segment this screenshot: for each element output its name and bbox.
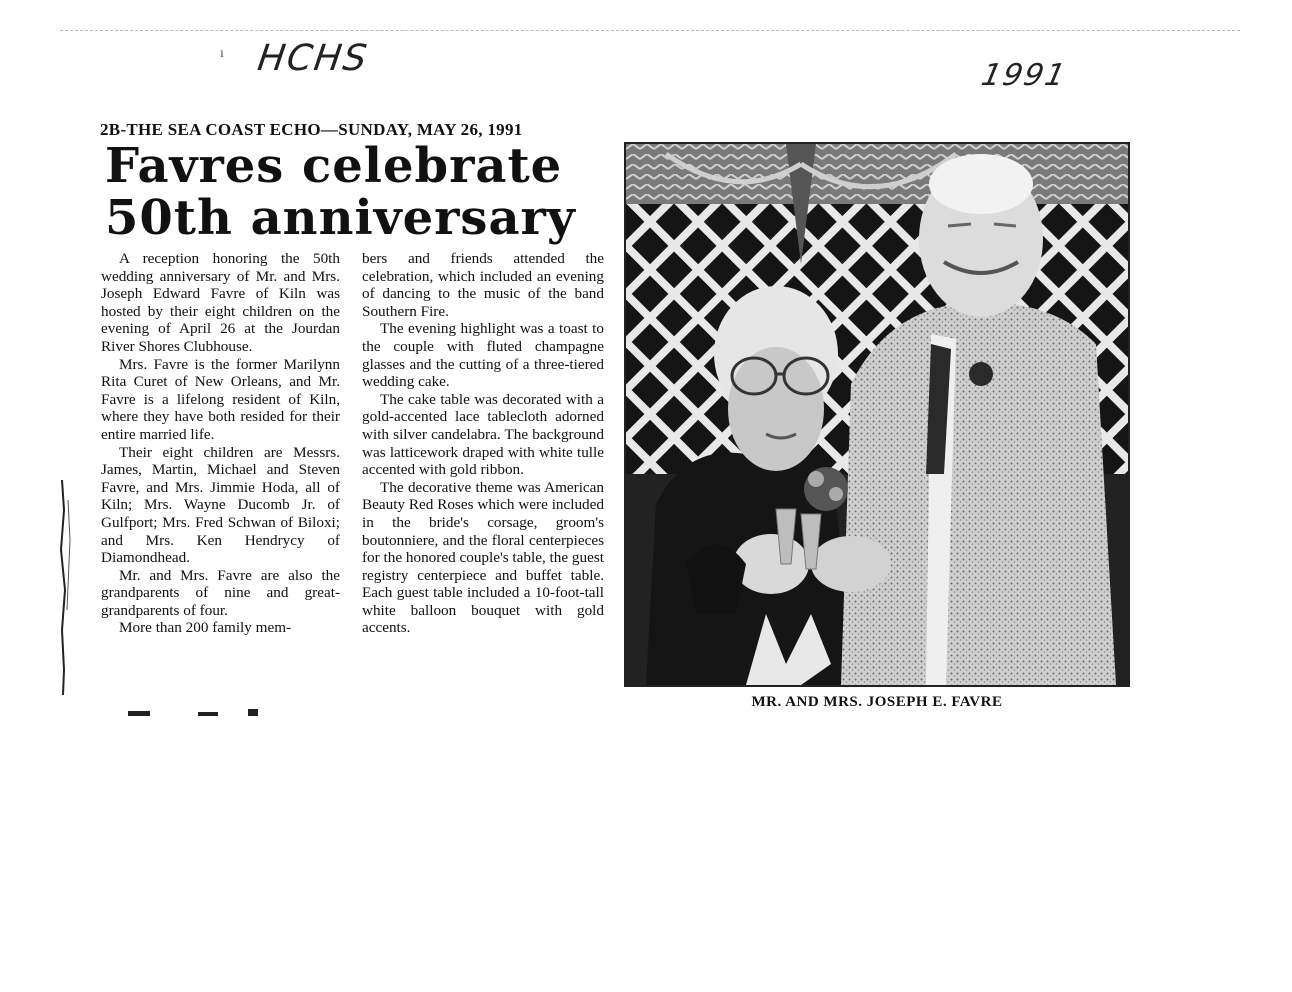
paragraph: Mr. and Mrs. Favre are also the grandparents of nine and great-grandparents of four. — [101, 566, 340, 619]
scan-margin-marks — [58, 470, 80, 700]
couple-photo-image — [626, 144, 1128, 685]
article-column-1 — [101, 250, 340, 637]
paragraph: Mrs. Favre is the former Marilynn Rita Curet of New Orleans, and Mr. Favre is a lifelong resident of Kiln, where they have both resided for their entire married life. — [101, 355, 340, 443]
paragraph: The decorative theme was American Beauty Red Roses which were included in the bride's corsage, groom's boutonniere, and the floral centerpieces for the honored couple's table, the guest registry centerpiece and buffet table. Each guest table included a 10-foot-tall white balloon bouquet with gold accents. — [362, 478, 604, 637]
article-column-2 — [362, 250, 604, 637]
headline — [105, 140, 625, 244]
paragraph: A reception honoring the 50th wedding anniversary of Mr. and Mrs. Joseph Edward Favre of Kiln was hosted by their eight children on the evening of April 26 at the Jourdan River Shores Clubhouse. — [101, 250, 340, 355]
headline-line-1: Favres celebrate — [105, 138, 563, 194]
cut-off-headline-fragment — [128, 708, 278, 718]
headline-line-2: 50th anniversary — [105, 190, 576, 246]
couple-photo — [624, 142, 1130, 687]
paragraph-continuation: bers and friends attended the celebration, which included an evening of dancing to the music of the band Southern Fire. — [362, 250, 604, 320]
photo-caption: MR. AND MRS. JOSEPH E. FAVRE — [751, 694, 1003, 710]
handwritten-year: 1991 — [978, 58, 1071, 93]
handwritten-note-hchs: HCHS — [255, 38, 372, 79]
paragraph: The cake table was decorated with a gold-accented lace tablecloth adorned with silver candelabra. The background was latticework draped with white tulle accented with gold ribbon. — [362, 390, 604, 479]
dateline: 2B-THE SEA COAST ECHO—SUNDAY, MAY 26, 1991 — [100, 120, 523, 139]
pen-mark: ı — [220, 46, 224, 61]
scan-edge — [60, 30, 1240, 33]
paragraph: The evening highlight was a toast to the couple with fluted champagne glasses and the cutting of a three-tiered wedding cake. — [362, 320, 604, 391]
paragraph: Their eight children are Messrs. James, Martin, Michael and Steven Favre, and Mrs. Jimmie Hoda, all of Kiln; Mrs. Wayne Ducomb Jr. of Gulfport; Mrs. Fred Schwan of Biloxi; and Mrs. Ken Hendrycy of Diamondhead. — [101, 443, 340, 567]
paragraph: More than 200 family mem- — [119, 619, 292, 637]
